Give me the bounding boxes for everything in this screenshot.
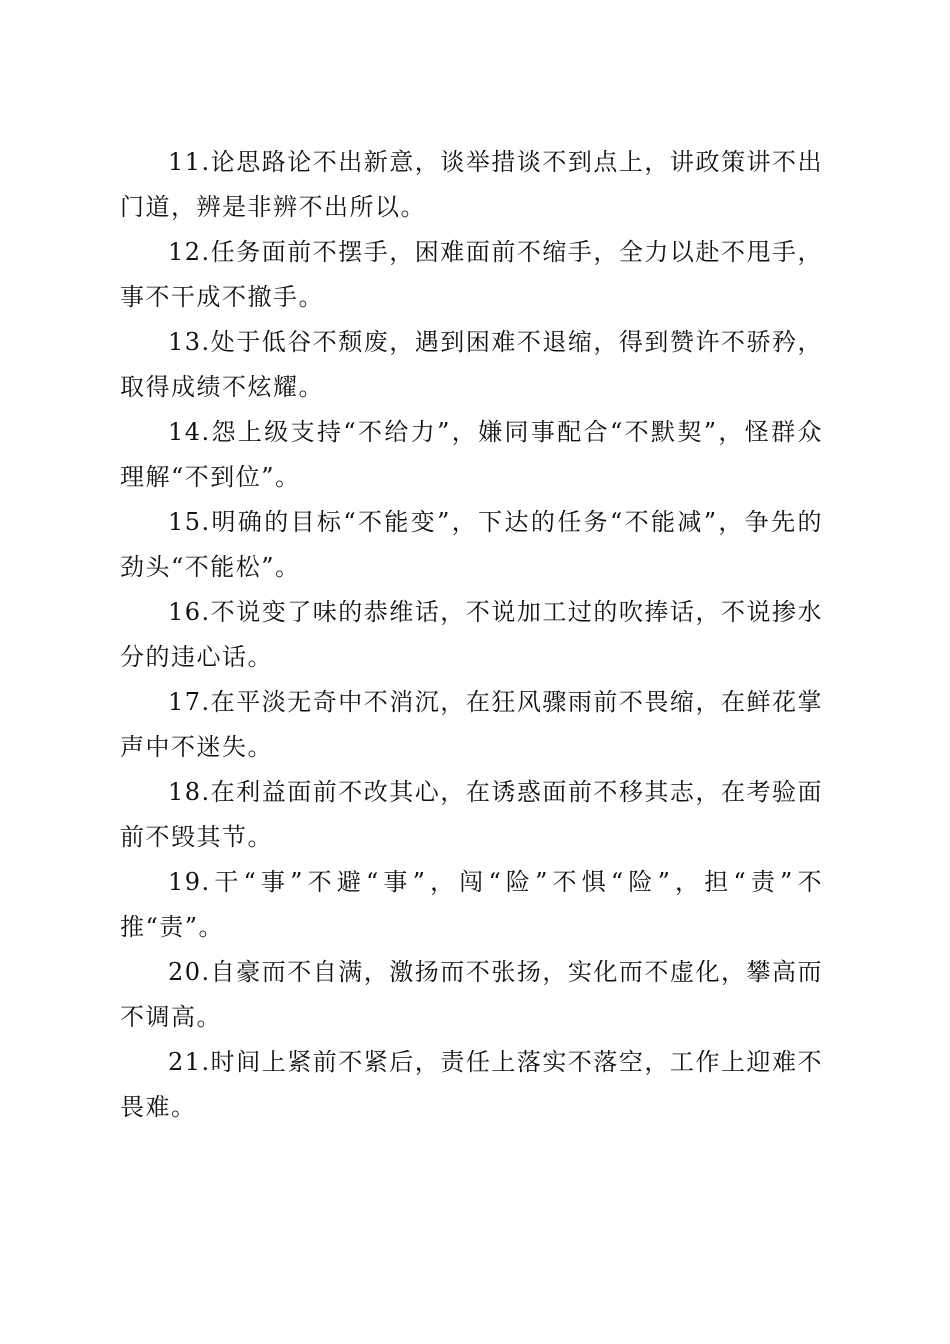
list-item: 18.在利益面前不改其心，在诱惑面前不移其志，在考验面前不毁其节。 — [120, 778, 823, 851]
list-item: 14.怨上级支持“不给力”，嫌同事配合“不默契”，怪群众理解“不到位”。 — [120, 418, 823, 491]
list-item: 21.时间上紧前不紧后，责任上落实不落空，工作上迎难不畏难。 — [120, 1048, 823, 1121]
list-item: 11.论思路论不出新意，谈举措谈不到点上，讲政策讲不出门道，辨是非辨不出所以。 — [120, 148, 823, 221]
list-item: 12.任务面前不摆手，困难面前不缩手，全力以赴不甩手，事不干成不撤手。 — [120, 238, 823, 311]
list-item: 20.自豪而不自满，激扬而不张扬，实化而不虚化，攀高而不调高。 — [120, 958, 823, 1031]
list-item: 13.处于低谷不颓废，遇到困难不退缩，得到赞许不骄矜，取得成绩不炫耀。 — [120, 328, 823, 401]
list-item: 16.不说变了味的恭维话，不说加工过的吹捧话，不说掺水分的违心话。 — [120, 598, 823, 671]
list-item: 17.在平淡无奇中不消沉，在狂风骤雨前不畏缩，在鲜花掌声中不迷失。 — [120, 688, 823, 761]
list-item: 19.干“事”不避“事”，闯“险”不惧“险”，担“责”不推“责”。 — [120, 868, 823, 941]
list-item: 15.明确的目标“不能变”，下达的任务“不能减”，争先的劲头“不能松”。 — [120, 508, 823, 581]
document-body — [120, 140, 823, 1130]
